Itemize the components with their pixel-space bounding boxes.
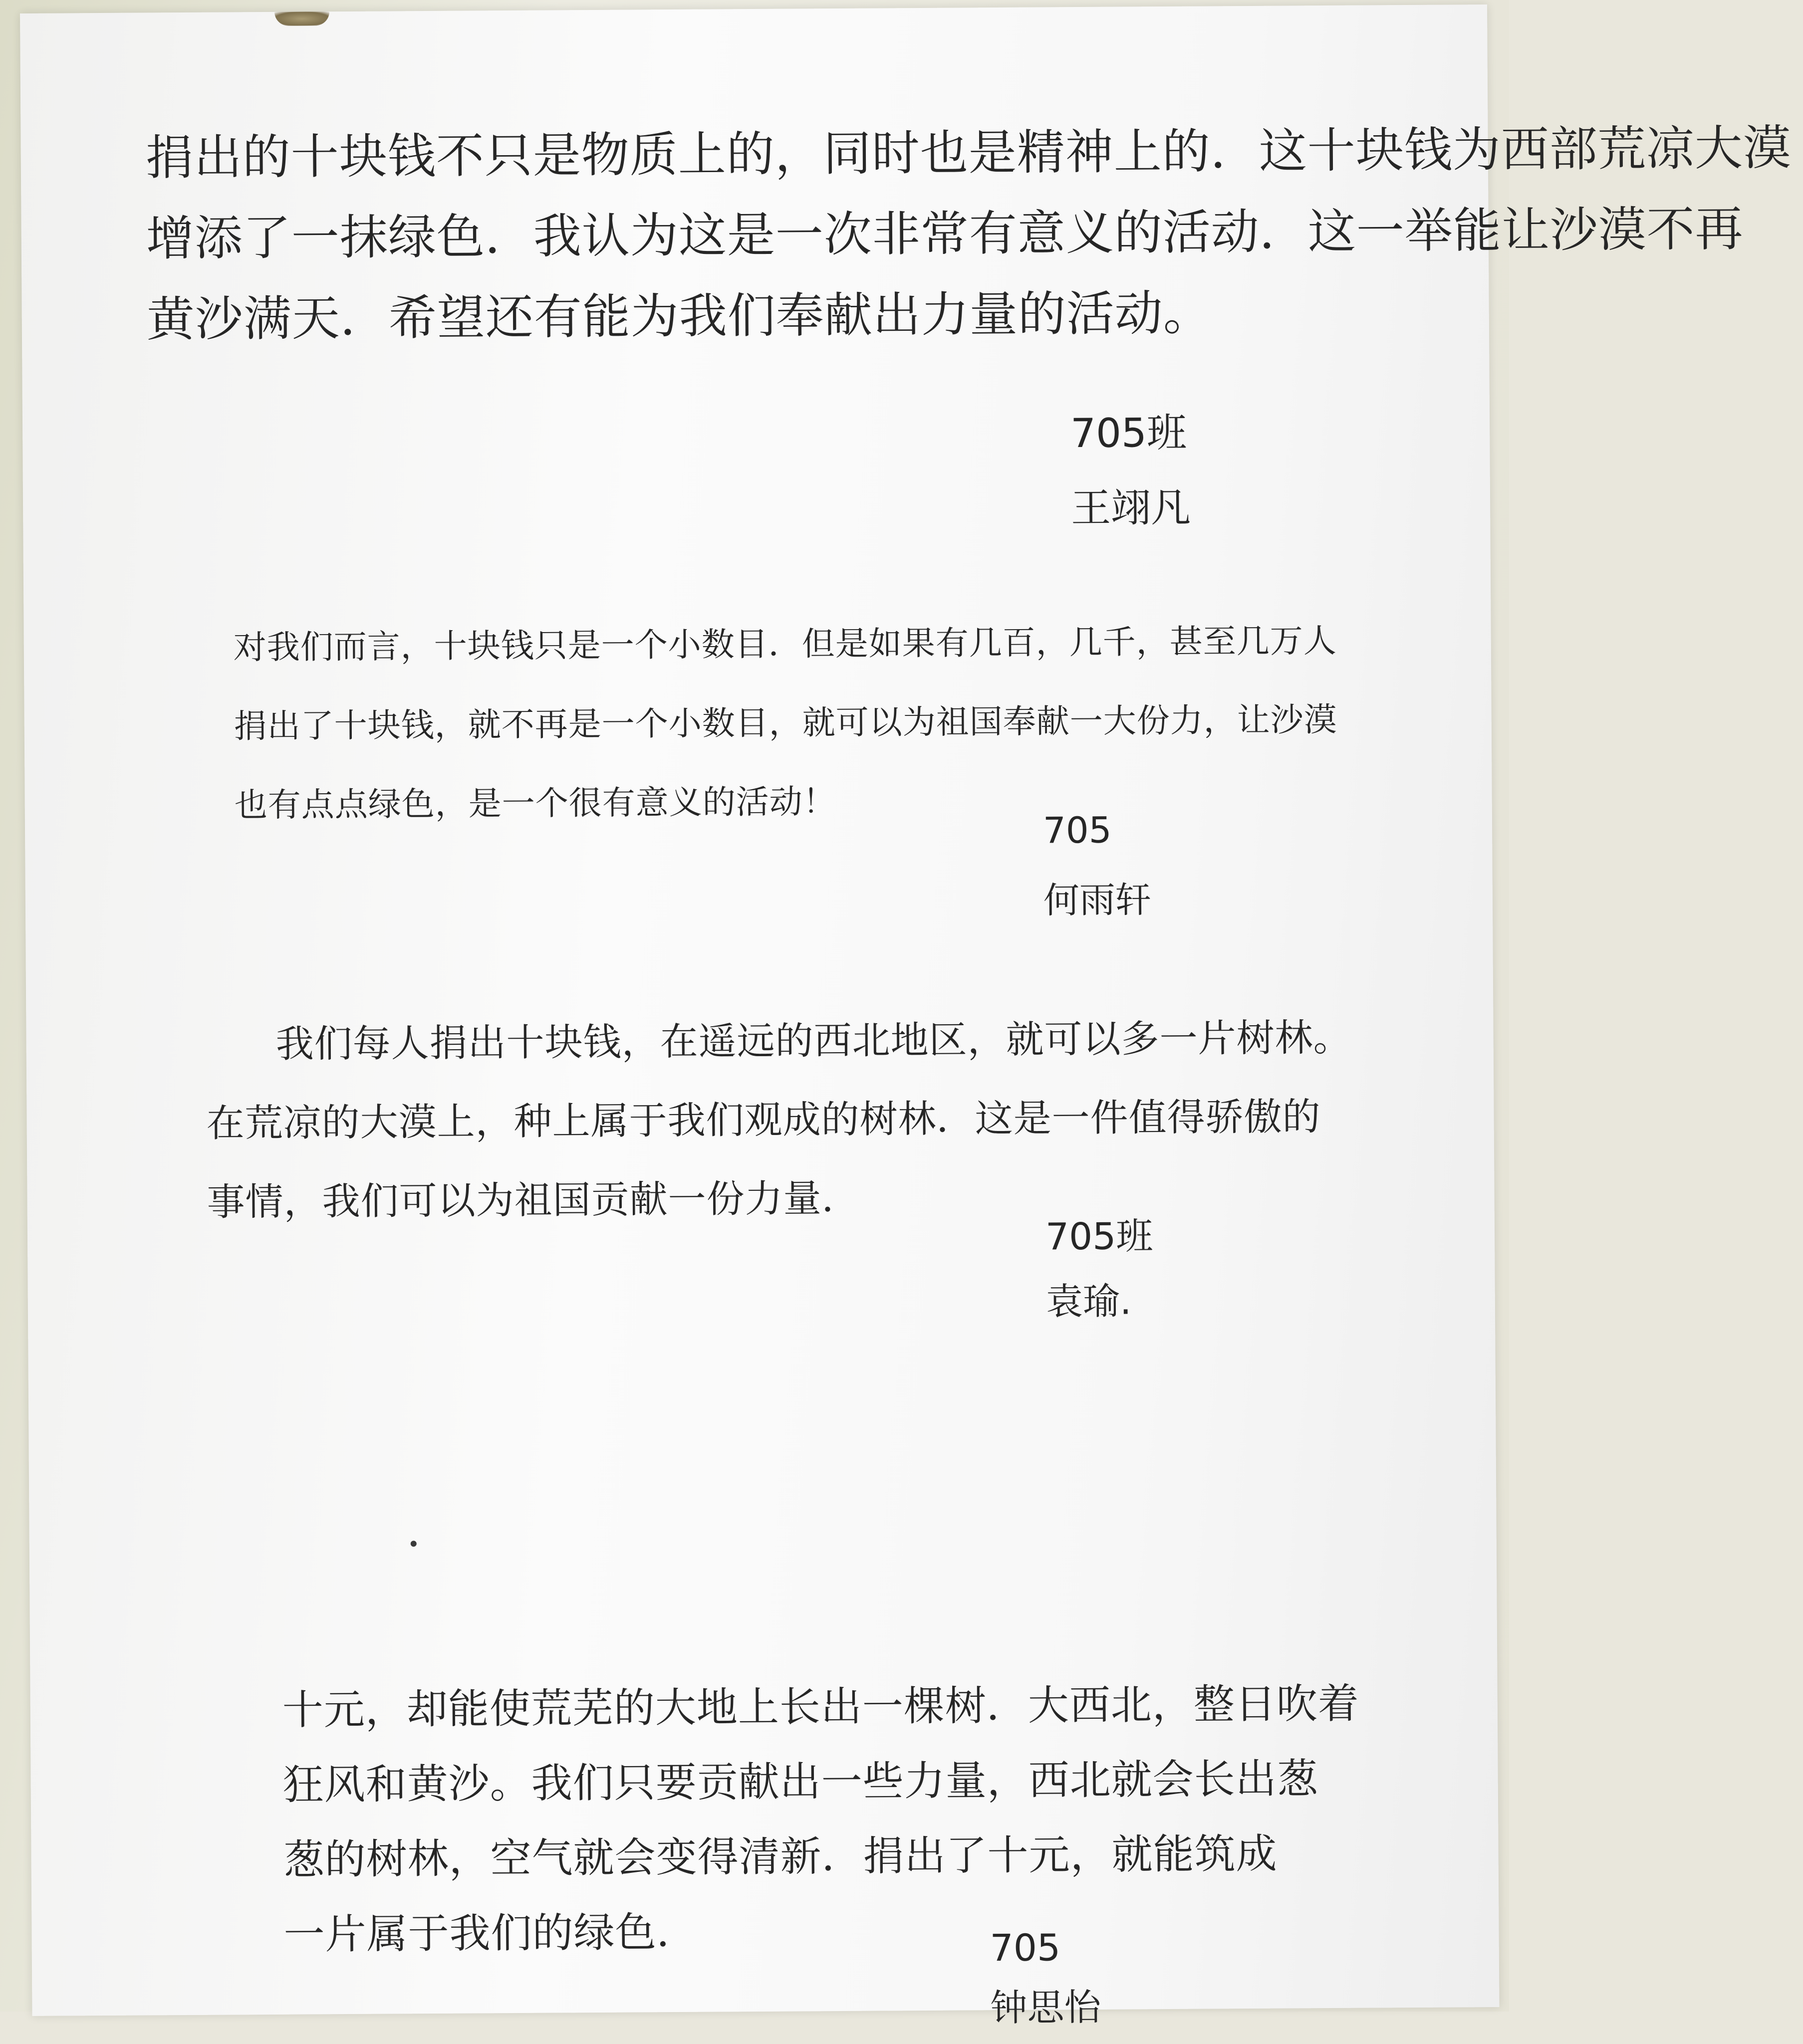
paragraph-2 <box>233 602 1338 845</box>
handwritten-sheet <box>20 4 1792 2030</box>
signature-4-class: 705 <box>990 1926 1061 1970</box>
paragraph-4-line-1: 十元，却能使荒芜的大地上长出一棵树．大西北，整日吹着 <box>282 1680 1360 1734</box>
signature-4-name: 钟思怡 <box>990 1986 1101 2030</box>
paragraph-4 <box>282 1667 1361 1973</box>
paragraph-2-line-2: 捐出了十块钱，就不再是一个小数目，就可以为祖国奉献一大份力，让沙漠 <box>234 700 1337 746</box>
signature-3 <box>1045 1204 1154 1334</box>
paragraph-4-line-4: 一片属于我们的绿色． <box>283 1908 698 1959</box>
paragraph-3 <box>206 998 1353 1242</box>
paragraph-2-line-3: 也有点点绿色，是一个很有意义的活动！ <box>234 782 836 825</box>
signature-1-class: 705班 <box>1070 409 1187 457</box>
paragraph-2-line-1: 对我们而言，十块钱只是一个小数目．但是如果有几百，几千，甚至几万人 <box>233 621 1337 667</box>
paragraph-3-line-2: 在荒凉的大漠上，种上属于我们观成的树林．这是一件值得骄傲的 <box>206 1094 1321 1145</box>
paragraph-3-line-1: 我们每人捐出十块钱，在遥远的西北地区，就可以多一片树林。 <box>275 1015 1352 1066</box>
signature-2-class: 705 <box>1042 809 1112 852</box>
signature-1 <box>1070 396 1191 546</box>
paragraph-4-line-2: 狂风和黄沙。我们只要贡献出一些力量，西北就会长出葱 <box>282 1755 1318 1809</box>
paragraph-1-line-2: 增添了一抹绿色．我认为这是一次非常有意义的活动．这一举能让沙漠不再 <box>146 201 1744 267</box>
ink-dot <box>411 1541 417 1547</box>
signature-3-name: 袁瑜. <box>1045 1280 1132 1324</box>
paragraph-4-line-3: 葱的树林，空气就会变得清新．捐出了十元，就能筑成 <box>283 1830 1278 1884</box>
paragraph-1-line-1: 捐出的十块钱不只是物质上的，同时也是精神上的．这十块钱为西部荒凉大漠 <box>145 120 1792 186</box>
paragraph-1 <box>145 107 1793 360</box>
paragraph-3-line-3: 事情，我们可以为祖国贡献一份力量． <box>207 1175 860 1224</box>
signature-2-name: 何雨轩 <box>1043 879 1152 921</box>
signature-4 <box>990 1918 1101 2038</box>
paragraph-1-line-3: 黄沙满天．希望还有能为我们奉献出力量的活动。 <box>146 285 1212 348</box>
signature-3-class: 705班 <box>1045 1215 1153 1259</box>
pin-clip <box>274 11 329 26</box>
signature-2 <box>1043 795 1152 935</box>
signature-1-name: 王翊凡 <box>1070 484 1191 532</box>
